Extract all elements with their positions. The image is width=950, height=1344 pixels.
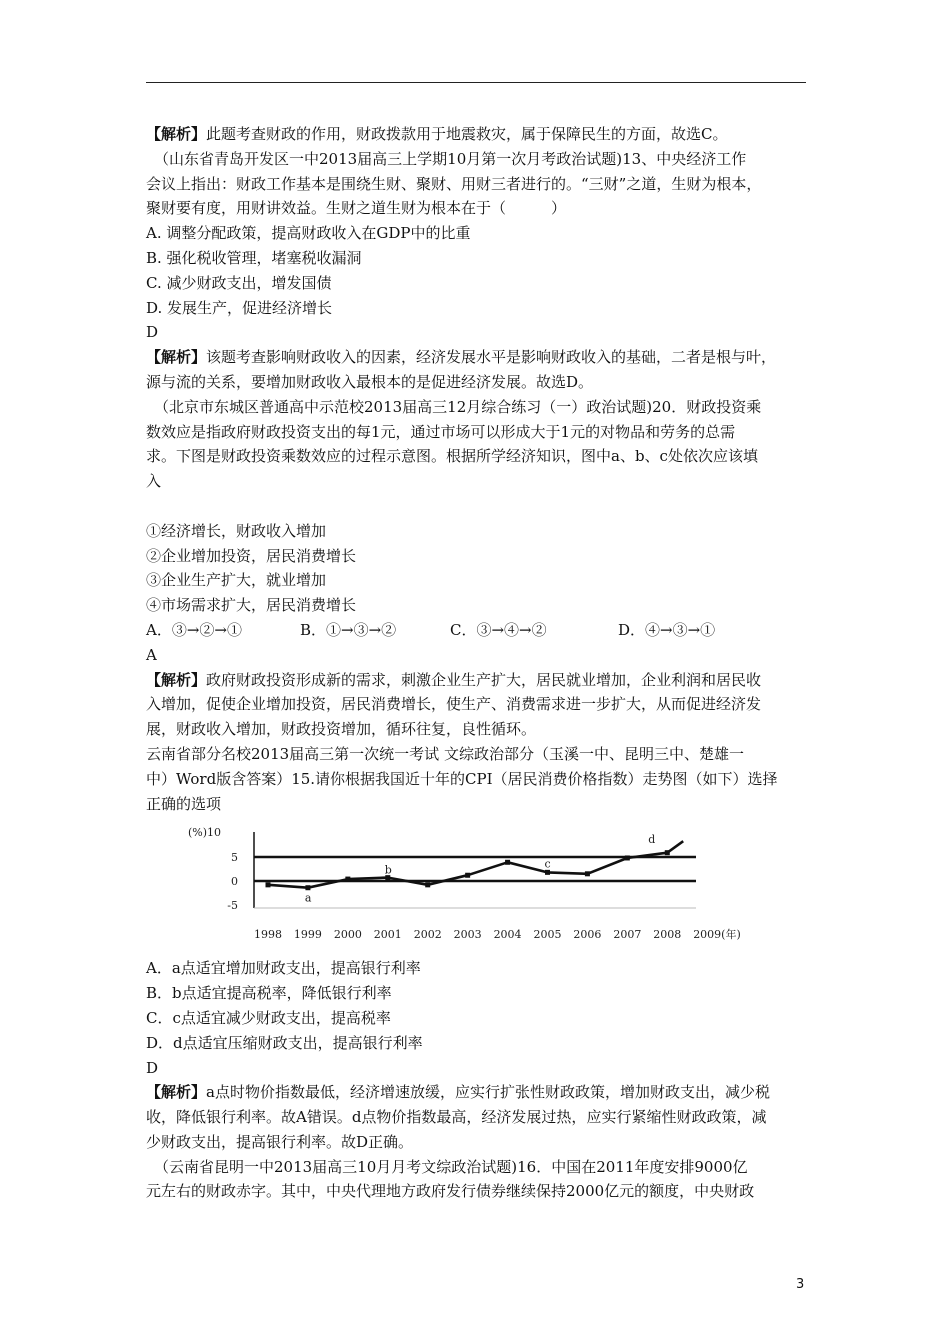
chart-tick-labels (188, 826, 741, 941)
q13-option-d: D. 发展生产，促进经济增长 (146, 298, 333, 317)
cpi-point (505, 860, 510, 865)
q20-answer: A (146, 645, 157, 664)
analysis-tag: 【解析】 (146, 125, 207, 143)
q15-stem-line: 云南省部分名校2013届高三第一次统一考试 文综政治部分（玉溪一中、昆明三中、楚雄一 (146, 744, 744, 763)
q15-analysis-line: 【解析】a点时物价指数最低，经济增速放缓，应实行扩张性财政政策，增加财政支出，减少税 (146, 1083, 770, 1102)
q13-stem-line: 会议上指出：财政工作基本是围绕生财、聚财、用财三者进行的。“三财”之道，生财为根本， (146, 174, 762, 193)
y-tick-label: 5 (231, 851, 238, 865)
q13-analysis-line: 源与流的关系，要增加财政收入最根本的是促进经济发展。故选D。 (146, 372, 594, 391)
x-tick-label: 2009(年) (693, 928, 741, 942)
y-axis-label: (%)10 (188, 826, 222, 840)
x-tick-label: 2006 (573, 928, 602, 942)
q20-stem-line: （北京市东城区普通高中示范校2013届高三12月综合练习（一）政治试题)20．财政投资乘 (154, 397, 762, 416)
q15-option-a: A．a点适宜增加财政支出，提高银行利率 (146, 959, 421, 978)
q15-option-b: B．b点适宜提高税率，降低银行利率 (146, 984, 392, 1003)
point-label-a: a (304, 892, 312, 906)
analysis-tag: 【解析】 (146, 670, 207, 689)
q15-option-d: D．d点适宜压缩财政支出，提高银行利率 (146, 1033, 423, 1052)
header-rule (146, 82, 806, 83)
q13-option-b: B. 强化税收管理，堵塞税收漏洞 (146, 248, 362, 267)
q15-answer: D (146, 1058, 159, 1077)
q20-item: ③企业生产扩大，就业增加 (146, 571, 327, 590)
q20-item: ②企业增加投资，居民消费增长 (146, 546, 357, 565)
cpi-point (665, 850, 670, 855)
q20-option-c: C．③→④→② (450, 620, 547, 639)
cpi-point (266, 883, 271, 888)
cpi-point (465, 873, 470, 878)
analysis-tag: 【解析】 (146, 1083, 207, 1102)
q20-analysis-line: 展，财政收入增加，财政投资增加，循环往复，良性循环。 (146, 720, 537, 739)
x-tick-label: 2003 (453, 928, 482, 942)
q20-item: ①经济增长，财政收入增加 (146, 521, 327, 540)
q16-stem-line: （云南省昆明一中2013届高三10月月考文综政治试题)16．中国在2011年度安排9000亿 (154, 1157, 748, 1176)
q13-stem-line: 聚财要有度，用财讲效益。生财之道生财为根本在于（ ） (146, 199, 567, 218)
q15-analysis-line: 少财政支出，提高银行利率。故D正确。 (146, 1132, 414, 1151)
q20-analysis-line: 入增加，促使企业增加投资，居民消费增长，使生产、消费需求进一步扩大，从而促进经济发 (146, 695, 762, 714)
q12-analysis: 【解析】此题考查财政的作用，财政拨款用于地震救灾，属于保障民生的方面，故选C。 (146, 125, 728, 143)
y-tick-label: -5 (227, 899, 238, 913)
q20-stem-line: 入 (146, 472, 162, 491)
q13-option-a: A. 调整分配政策，提高财政收入在GDP中的比重 (146, 224, 471, 243)
x-tick-label: 2002 (413, 928, 442, 942)
q13-analysis-line: 【解析】该题考查影响财政收入的因素，经济发展水平是影响财政收入的基础，二者是根与叶， (146, 348, 777, 367)
q20-stem-line: 求。下图是财政投资乘数效应的过程示意图。根据所学经济知识，图中a、b、c处依次应该填 (146, 447, 758, 466)
point-label-d: d (648, 833, 656, 847)
q20-option-d: D．④→③→① (618, 620, 716, 639)
cpi-point (625, 856, 630, 861)
cpi-point (585, 872, 590, 877)
analysis-tag: 【解析】 (146, 348, 207, 367)
page-content (146, 122, 810, 1204)
cpi-point (305, 886, 310, 891)
q13-stem-line: （山东省青岛开发区一中2013届高三上学期10月第一次月考政治试题)13、中央经济工作 (154, 149, 747, 168)
cpi-point (545, 870, 550, 875)
y-tick-label: 0 (231, 875, 238, 889)
q20-option-a: A．③→②→① (146, 620, 242, 639)
x-tick-label: 2007 (613, 928, 642, 942)
point-label-c: c (544, 857, 551, 871)
q20-item: ④市场需求扩大，居民消费增长 (146, 596, 357, 615)
q20-analysis-line: 【解析】政府财政投资形成新的需求，刺激企业生产扩大，居民就业增加，企业利润和居民收 (146, 670, 762, 689)
q20-options (146, 618, 810, 643)
q15-stem-line: 正确的选项 (146, 794, 222, 813)
cpi-point (425, 883, 430, 888)
x-tick-label: 1998 (254, 928, 282, 942)
cpi-line-chart (168, 824, 741, 950)
cpi-point (345, 877, 350, 882)
x-tick-label: 1999 (293, 928, 322, 942)
x-tick-label: 2008 (653, 928, 682, 942)
q15-analysis-line: 收，降低银行利率。故A错误。d点物价指数最高，经济发展过热，应实行紧缩性财政政策，减 (146, 1108, 767, 1127)
x-tick-label: 2005 (533, 928, 562, 942)
q13-answer: D (146, 323, 159, 342)
q13-option-c: C. 减少财政支出，增发国债 (146, 273, 332, 292)
x-tick-label: 2000 (333, 928, 362, 942)
q16-stem-line: 元左右的财政赤字。其中，中央代理地方政府发行债券继续保持2000亿元的额度，中央财政 (146, 1182, 755, 1201)
q20-option-b: B．①→③→② (300, 620, 397, 639)
x-tick-label: 2004 (493, 928, 522, 942)
q20-stem-line: 数效应是指政府财政投资支出的每1元，通过市场可以形成大于1元的对物品和劳务的总需 (146, 422, 736, 441)
x-tick-label: 2001 (373, 928, 402, 942)
chart-axes (254, 832, 696, 908)
q15-stem-line: 中）Word版含答案）15.请你根据我国近十年的CPI（居民消费价格指数）走势图（如下）选择 (146, 769, 778, 788)
q15-option-c: C．c点适宜减少财政支出，提高税率 (146, 1008, 391, 1027)
chart-series (266, 842, 684, 891)
point-label-b: b (384, 863, 392, 877)
page-number: 3 (796, 1277, 805, 1292)
blank-gap (146, 494, 810, 519)
